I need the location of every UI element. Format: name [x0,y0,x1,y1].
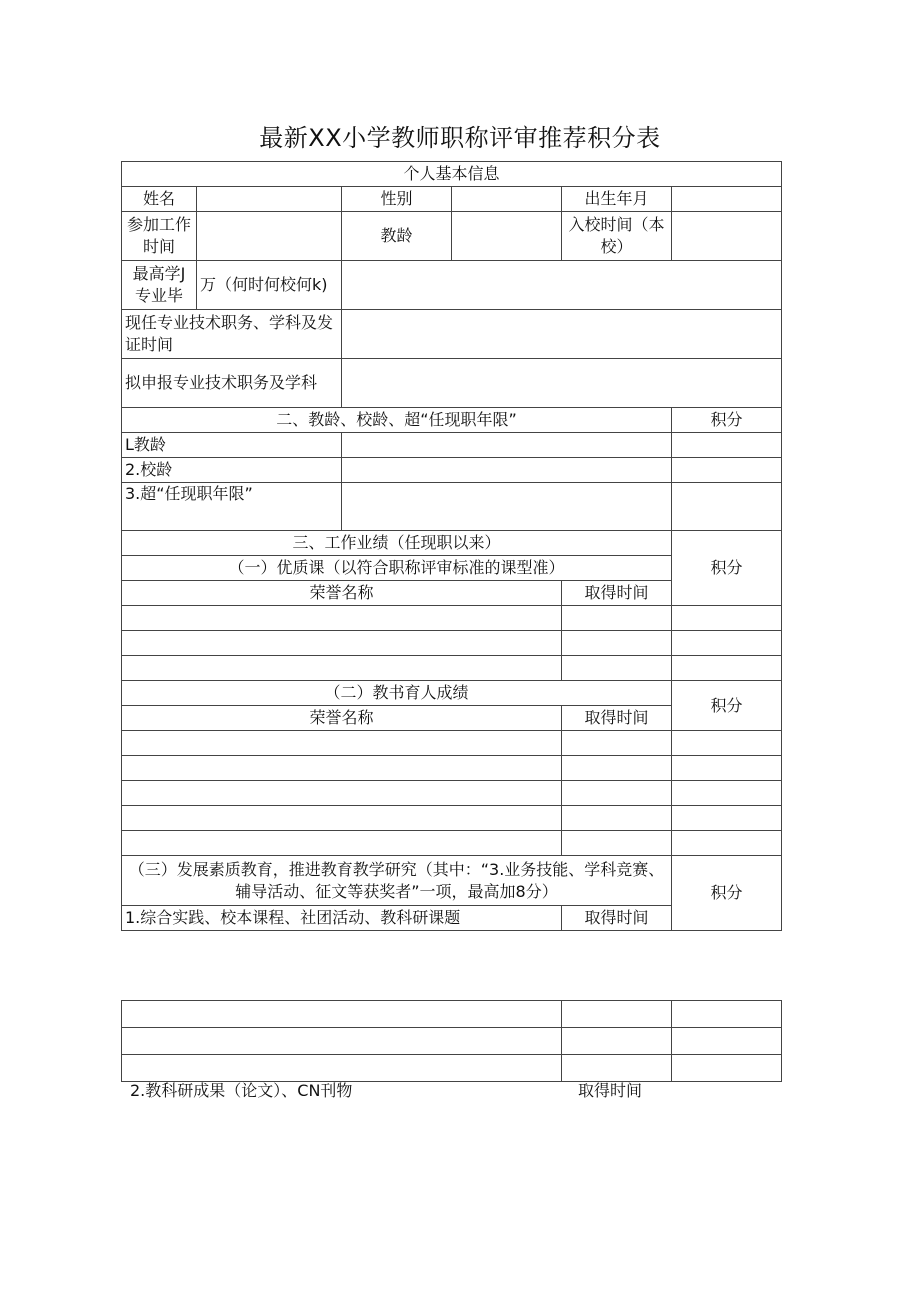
score-header: 积分 [672,681,782,731]
label-current-title: 现任专业技术职务、学科及发证时间 [122,310,342,359]
label-teaching-years: L教龄 [122,433,342,458]
table-row[interactable] [122,756,562,781]
continuation-table [121,1000,782,1082]
field-school-start[interactable] [672,212,782,261]
page-title: 最新XX小学教师职称评审推荐积分表 [259,124,661,152]
table-row[interactable] [122,1001,562,1028]
label-school-start: 入校时间（本校） [562,212,672,261]
section-work-header: 三、工作业绩（任现职以来） [122,531,672,556]
table-cell[interactable] [562,731,672,756]
table-row[interactable] [122,1028,562,1055]
field-birth[interactable] [672,187,782,212]
score-form-table [121,161,782,931]
col-honor-name: 荣誉名称 [122,581,562,606]
table-row[interactable] [122,731,562,756]
field-teaching-age[interactable] [452,212,562,261]
score-school-years[interactable] [672,458,782,483]
score-header: 积分 [672,408,782,433]
label-school-years: 2.校龄 [122,458,342,483]
table-row[interactable] [122,606,562,631]
table-cell[interactable] [672,606,782,631]
field-school-years[interactable] [342,458,672,483]
table-row[interactable] [122,1055,562,1082]
table-cell[interactable] [562,631,672,656]
label-gender: 性别 [342,187,452,212]
subsection-quality-lesson: （一）优质课（以符合职称评审标准的课型准） [122,556,672,581]
field-education[interactable] [342,261,782,310]
table-row[interactable] [122,631,562,656]
table-cell[interactable] [672,756,782,781]
table-cell[interactable] [672,656,782,681]
field-name[interactable] [197,187,342,212]
table-row[interactable] [122,781,562,806]
label-education: 最高学J专业毕 [122,261,197,310]
table-row[interactable] [122,806,562,831]
section-personal-info-header: 个人基本信息 [122,162,782,187]
label-time: 取得时间 [578,1081,643,1100]
table-cell[interactable] [562,1001,672,1028]
label-name: 姓名 [122,187,197,212]
col-honor-name: 荣誉名称 [122,706,562,731]
table-row[interactable] [122,656,562,681]
table-cell[interactable] [562,656,672,681]
field-over-years[interactable] [342,483,672,531]
label-teaching-age: 教龄 [342,212,452,261]
score-header: 积分 [672,856,782,931]
table-cell[interactable] [672,1028,782,1055]
table-cell[interactable] [562,1055,672,1082]
field-teaching-years[interactable] [342,433,672,458]
table-cell[interactable] [672,1055,782,1082]
table-cell[interactable] [562,831,672,856]
score-over-years[interactable] [672,483,782,531]
field-apply-title[interactable] [342,359,782,408]
table-cell[interactable] [562,781,672,806]
field-current-title[interactable] [342,310,782,359]
table-cell[interactable] [672,1001,782,1028]
label-practice-item: 1.综合实践、校本课程、社团活动、教科研课题 [122,906,562,931]
table-cell[interactable] [562,806,672,831]
field-gender[interactable] [452,187,562,212]
col-time: 取得时间 [562,906,672,931]
table-cell[interactable] [672,781,782,806]
label-work-start: 参加工作时间 [122,212,197,261]
subsection-quality-education: （三）发展素质教育，推进教育教学研究（其中：“3.业务技能、学科竞赛、辅导活动、征文等获奖者”一项，最高加8分） [122,856,672,906]
label-education-note: 万（何时何校何k) [197,261,342,310]
table-cell[interactable] [562,756,672,781]
table-cell[interactable] [672,631,782,656]
score-header: 积分 [672,531,782,606]
table-cell[interactable] [672,806,782,831]
label-over-years: 3.超“任现职年限” [122,483,342,531]
table-cell[interactable] [562,606,672,631]
label-research-results: 2.教科研成果（论文）、CN刊物 [130,1081,353,1100]
col-time: 取得时间 [562,706,672,731]
table-cell[interactable] [672,831,782,856]
table-cell[interactable] [562,1028,672,1055]
section-teaching-age-header: 二、教龄、校龄、超“任现职年限” [122,408,672,433]
label-apply-title: 拟申报专业技术职务及学科 [122,359,342,408]
table-row[interactable] [122,831,562,856]
subsection-education-results: （二）教书育人成绩 [122,681,672,706]
score-teaching-years[interactable] [672,433,782,458]
col-time: 取得时间 [562,581,672,606]
field-work-start[interactable] [197,212,342,261]
label-birth: 出生年月 [562,187,672,212]
table-cell[interactable] [672,731,782,756]
